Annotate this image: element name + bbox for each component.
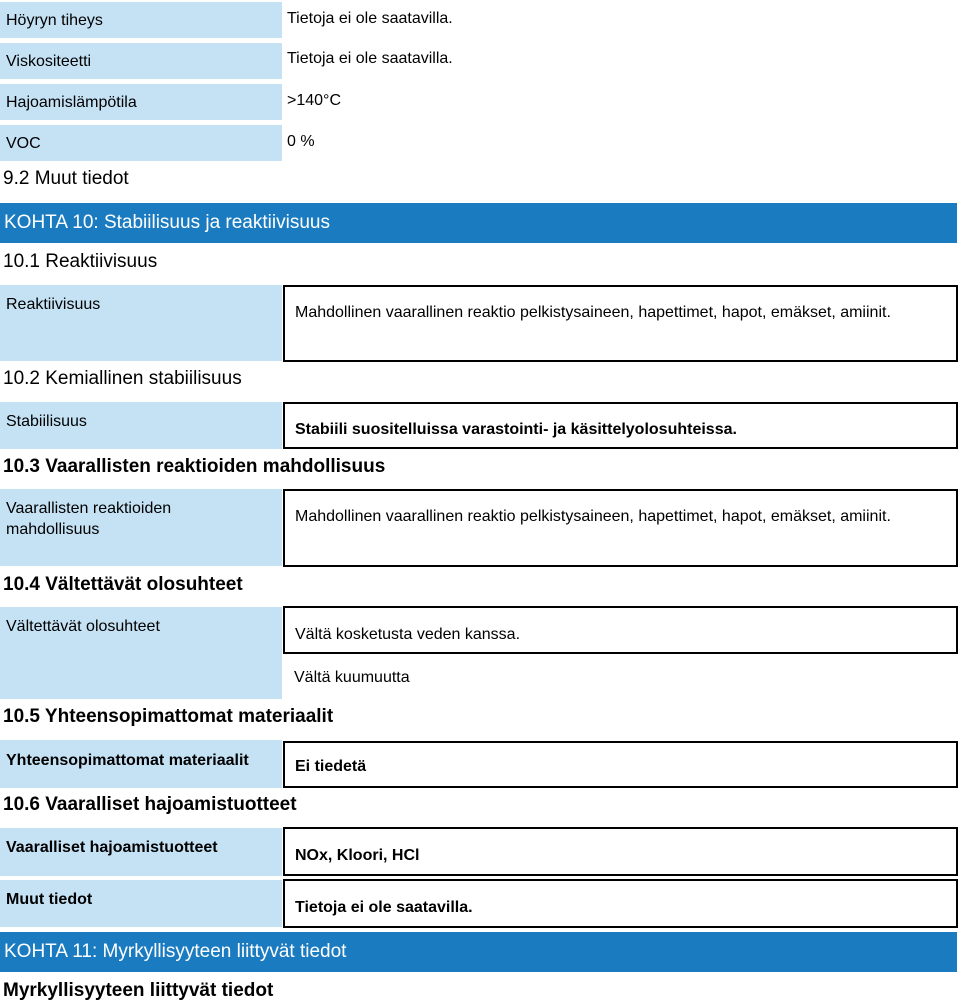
section-10-bar: KOHTA 10: Stabiilisuus ja reaktiivisuus [0,203,957,243]
value-conditions-to-avoid: Vältä kosketusta veden kanssa. [283,606,958,654]
heading-10-1: 10.1 Reaktiivisuus [3,251,158,272]
prop-label-decomposition-temp: Hajoamislämpötila [0,84,282,120]
heading-10-2: 10.2 Kemiallinen stabiilisuus [3,368,242,389]
value-decomposition-products: NOx, Kloori, HCl [283,827,958,876]
label-reactivity: Reaktiivisuus [0,285,282,361]
heading-10-3: 10.3 Vaarallisten reaktioiden mahdollisuus [3,456,386,477]
label-stability: Stabiilisuus [0,402,282,449]
label-other-info: Muut tiedot [0,880,282,927]
prop-value-vapour-density: Tietoja ei ole saatavilla. [287,10,453,27]
prop-value-viscosity: Tietoja ei ole saatavilla. [287,50,453,67]
label-hazardous-reactions: Vaarallisten reaktioiden mahdollisuus [0,489,282,566]
heading-10-5: 10.5 Yhteensopimattomat materiaalit [3,706,334,727]
value-stability: Stabiili suositelluissa varastointi- ja käsittelyolosuhteissa. [283,402,958,449]
label-decomposition-products: Vaaralliset hajoamistuotteet [0,828,282,876]
prop-value-voc: 0 % [287,133,315,150]
heading-toxicology: Myrkyllisyyteen liittyvät tiedot [3,980,274,1001]
value-reactivity: Mahdollinen vaarallinen reaktio pelkistysaineen, hapettimet, hapot, emäkset, amiinit. [283,285,958,362]
value-other-info: Tietoja ei ole saatavilla. [283,879,958,928]
label-conditions-to-avoid: Vältettävät olosuhteet [0,607,282,699]
heading-10-4: 10.4 Vältettävät olosuhteet [3,574,243,595]
section-11-bar: KOHTA 11: Myrkyllisyyteen liittyvät tiedot [0,932,957,972]
prop-value-decomposition-temp: >140°C [287,92,341,109]
value-conditions-to-avoid-2: Vältä kuumuutta [294,669,410,686]
prop-label-viscosity: Viskositeetti [0,43,282,79]
prop-label-voc: VOC [0,125,282,161]
value-hazardous-reactions: Mahdollinen vaarallinen reaktio pelkistysaineen, hapettimet, hapot, emäkset, amiinit. [283,489,958,567]
heading-9-2: 9.2 Muut tiedot [3,168,129,189]
value-incompatible-materials: Ei tiedetä [283,741,958,788]
heading-10-6: 10.6 Vaaralliset hajoamistuotteet [3,794,297,815]
prop-label-vapour-density: Höyryn tiheys [0,2,282,38]
label-incompatible-materials: Yhteensopimattomat materiaalit [0,740,282,788]
